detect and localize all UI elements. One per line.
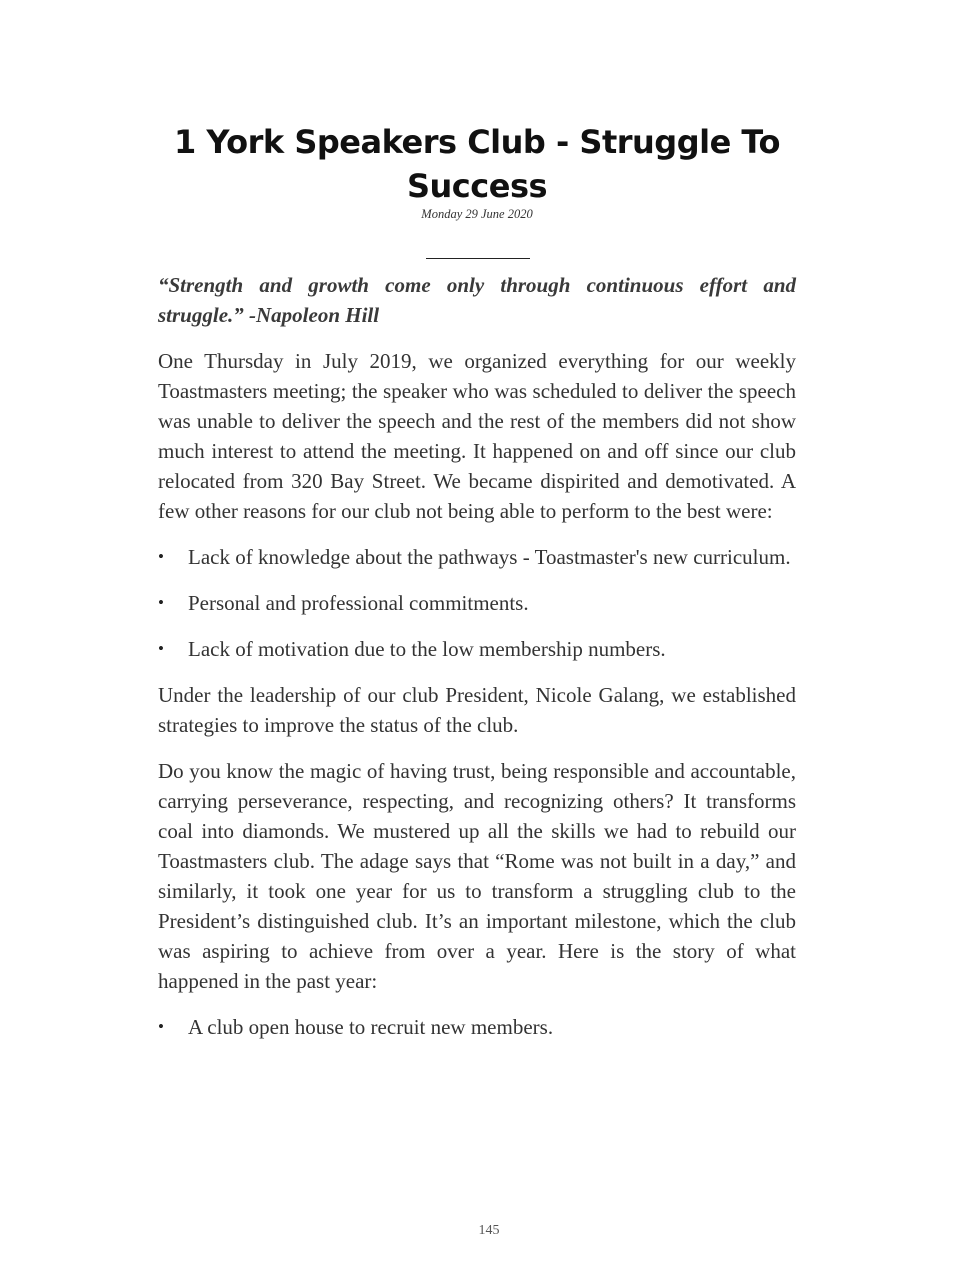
story-list [158, 1012, 796, 1042]
title-divider [426, 258, 530, 259]
list-item [158, 542, 796, 572]
paragraph-magic: Do you know the magic of having trust, being responsible and accountable, carrying perseverance, respecting, and recognizing others? It transforms coal into diamonds. We mustered up all the skills we had to rebuild our Toastmasters club. The adage says that “Rome was not built in a day,” and similarly, it took one year for us to transform a struggling club to the President’s distinguished club. It’s an important milestone, which the club was aspiring to achieve from over a year. Here is the story of what happened in the past year: [158, 759, 796, 993]
article-title: 1 York Speakers Club - Struggle To Success [174, 123, 780, 205]
list-item [158, 634, 796, 664]
list-item-text: Lack of knowledge about the pathways - Toastmaster's new curriculum. [188, 545, 791, 569]
article-date: Monday 29 June 2020 [421, 207, 533, 221]
bullet-icon: • [158, 593, 164, 612]
bullet-icon: • [158, 547, 164, 566]
opening-quote: “Strength and growth come only through continuous effort and struggle.” -Napoleon Hill [158, 273, 796, 327]
reasons-list [158, 542, 796, 664]
list-item [158, 588, 796, 618]
list-item-text: Personal and professional commitments. [188, 591, 529, 615]
paragraph-leadership: Under the leadership of our club President, Nicole Galang, we established strategies to improve the status of the club. [158, 683, 796, 737]
page-number: 145 [478, 1223, 500, 1238]
list-item [158, 1012, 796, 1042]
list-item-text: Lack of motivation due to the low membership numbers. [188, 637, 666, 661]
list-item-text: A club open house to recruit new members. [188, 1015, 554, 1039]
bullet-icon: • [158, 639, 164, 658]
paragraph-intro: One Thursday in July 2019, we organized everything for our weekly Toastmasters meeting; the speaker who was scheduled to deliver the speech was unable to deliver the speech and the rest of the members did not show much interest to attend the meeting. It happened on and off since our club relocated from 320 Bay Street. We became dispirited and demotivated. A few other reasons for our club not being able to perform to the best were: [158, 349, 796, 523]
bullet-icon: • [158, 1017, 164, 1036]
article-body [158, 270, 796, 1058]
